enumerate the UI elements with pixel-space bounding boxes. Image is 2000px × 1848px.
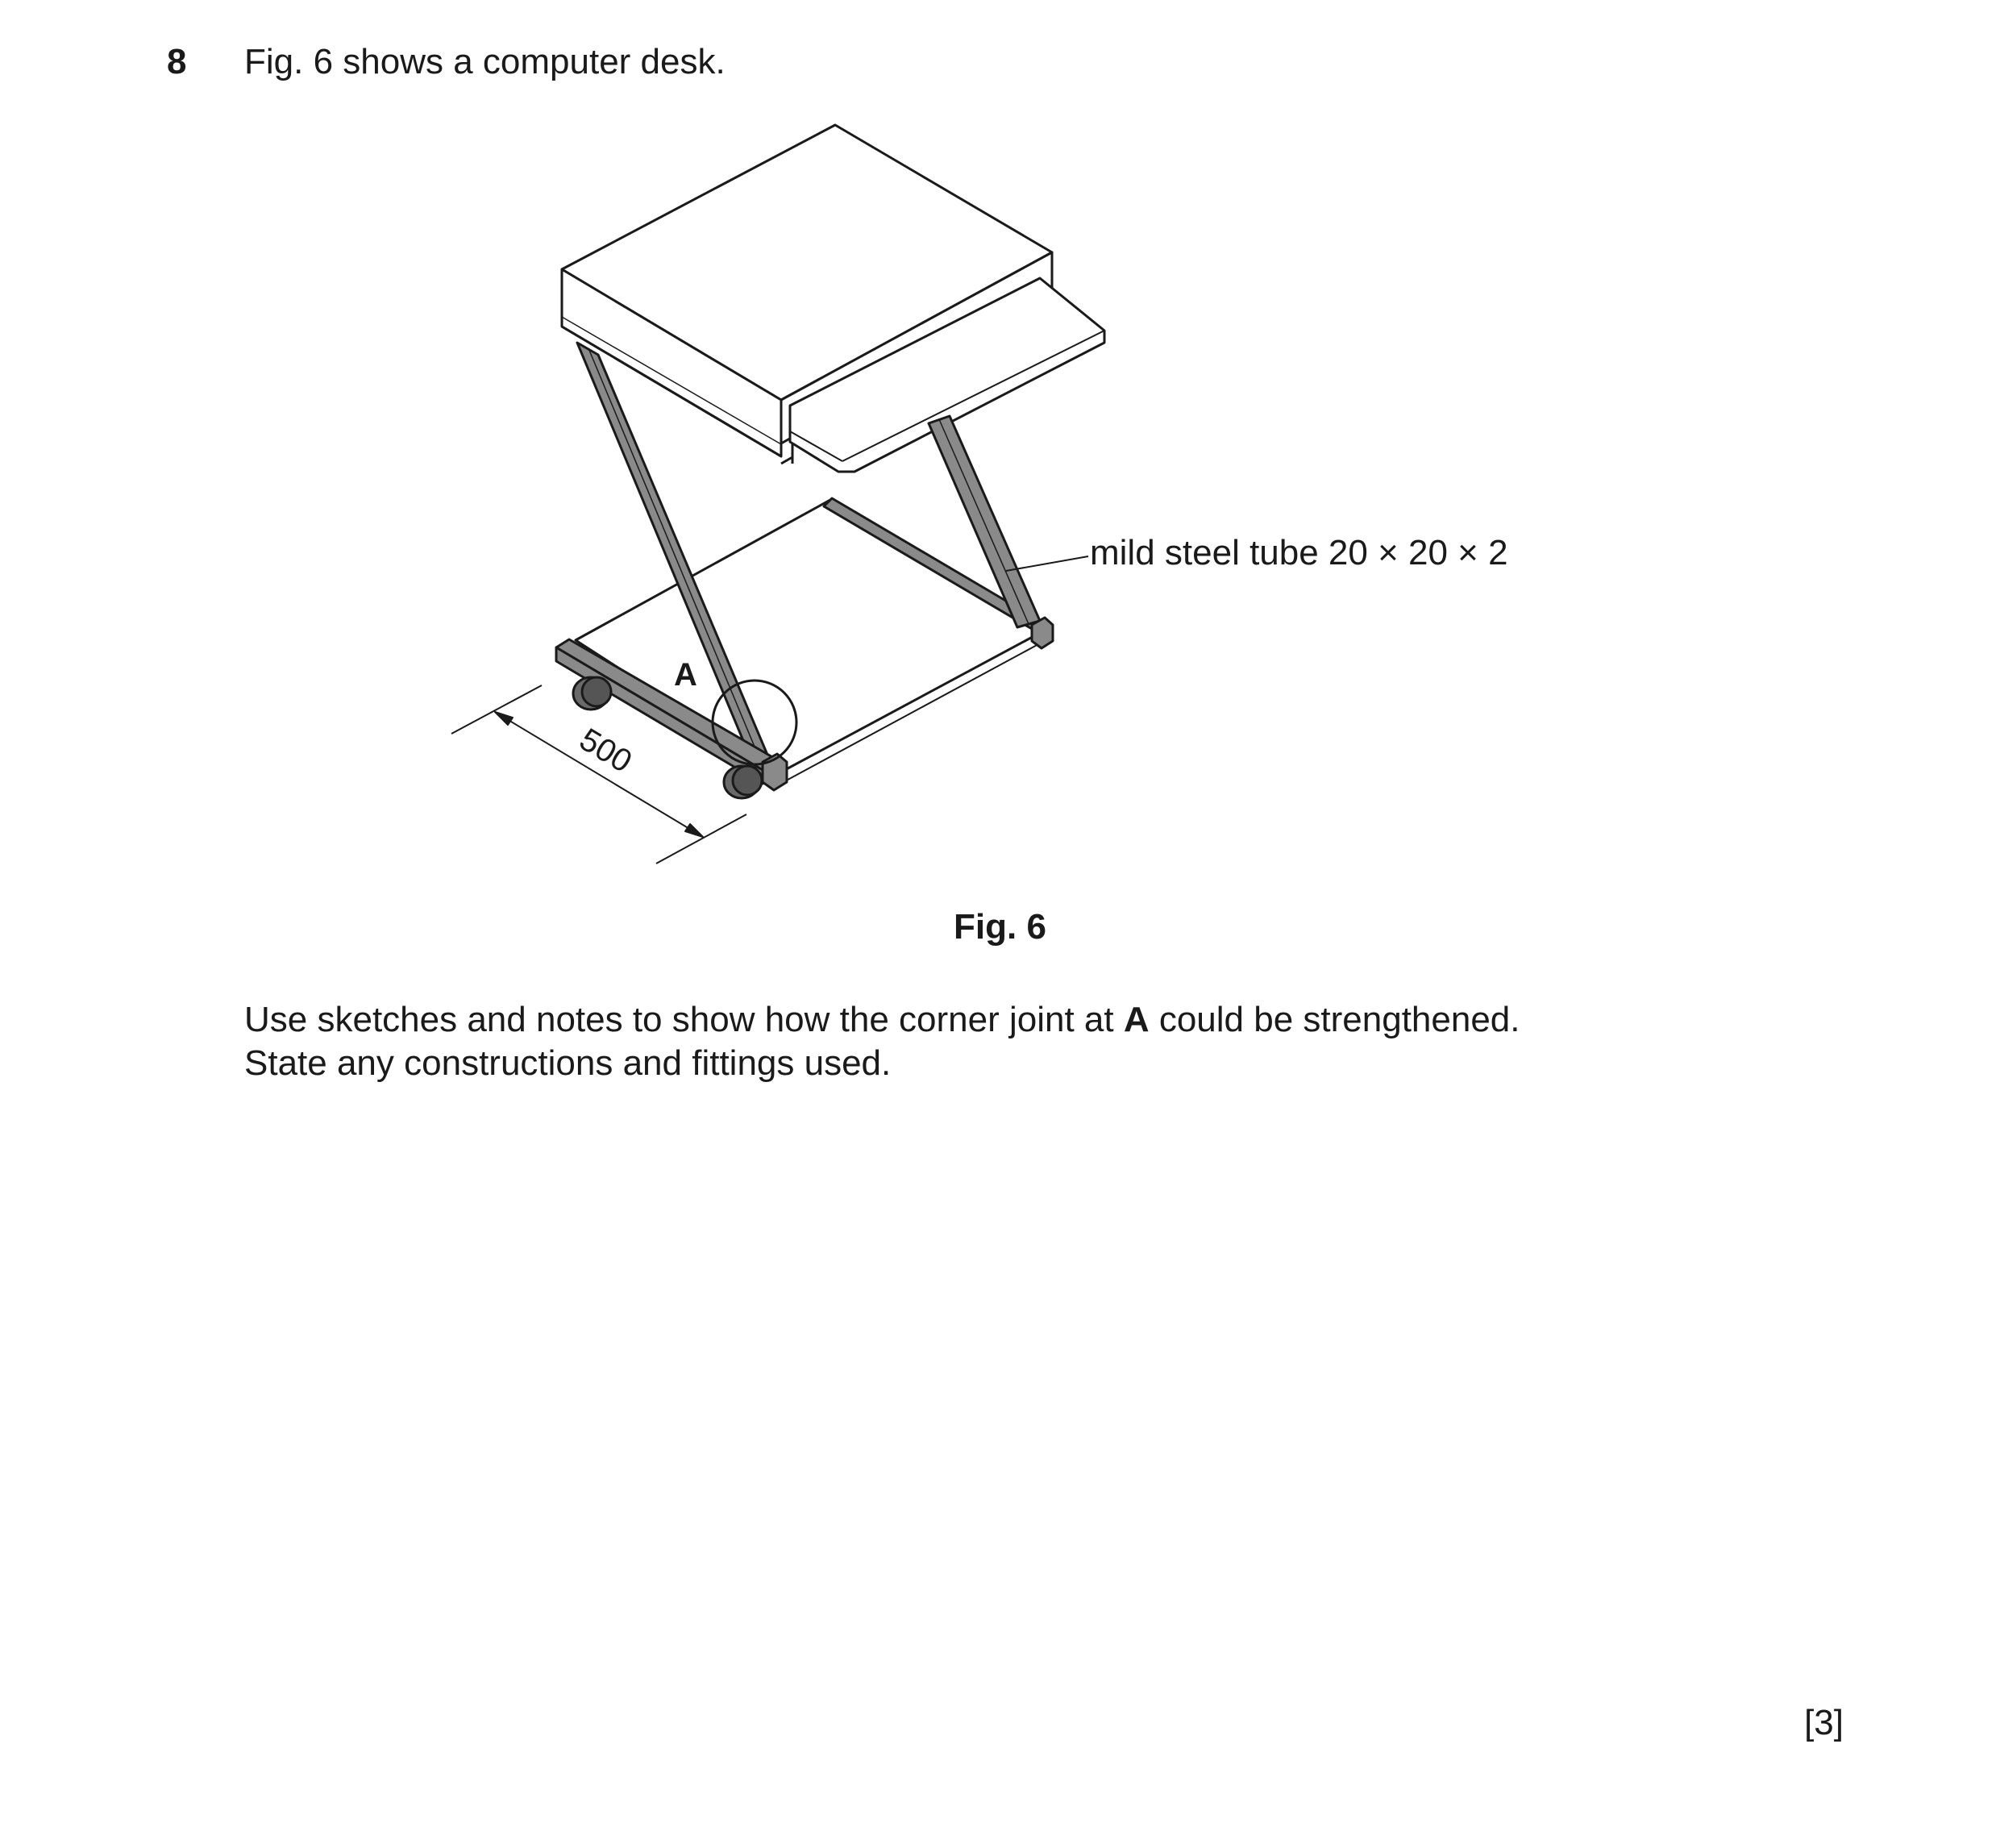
marks-allocation: [3] bbox=[1804, 1703, 1844, 1742]
instructions-line-1-bold: A bbox=[1123, 1000, 1150, 1039]
lower-shelf bbox=[576, 500, 1040, 784]
instructions bbox=[244, 998, 1520, 1085]
instructions-line-1-end: could be strengthened. bbox=[1149, 1000, 1520, 1039]
question-number: 8 bbox=[167, 42, 187, 81]
instructions-line-1 bbox=[244, 998, 1520, 1042]
question-intro: Fig. 6 shows a computer desk. bbox=[244, 42, 726, 81]
material-leader-line bbox=[1006, 556, 1088, 571]
dimension-label: 500 bbox=[573, 721, 638, 780]
joint-a-label: A bbox=[674, 657, 697, 693]
material-label: mild steel tube 20 × 20 × 2 bbox=[1090, 533, 1508, 572]
instructions-line-2: State any constructions and fittings used. bbox=[244, 1043, 892, 1083]
figure-caption: Fig. 6 bbox=[954, 907, 1046, 947]
instructions-line-1-start: Use sketches and notes to show how the corner joint at bbox=[244, 1000, 1124, 1039]
